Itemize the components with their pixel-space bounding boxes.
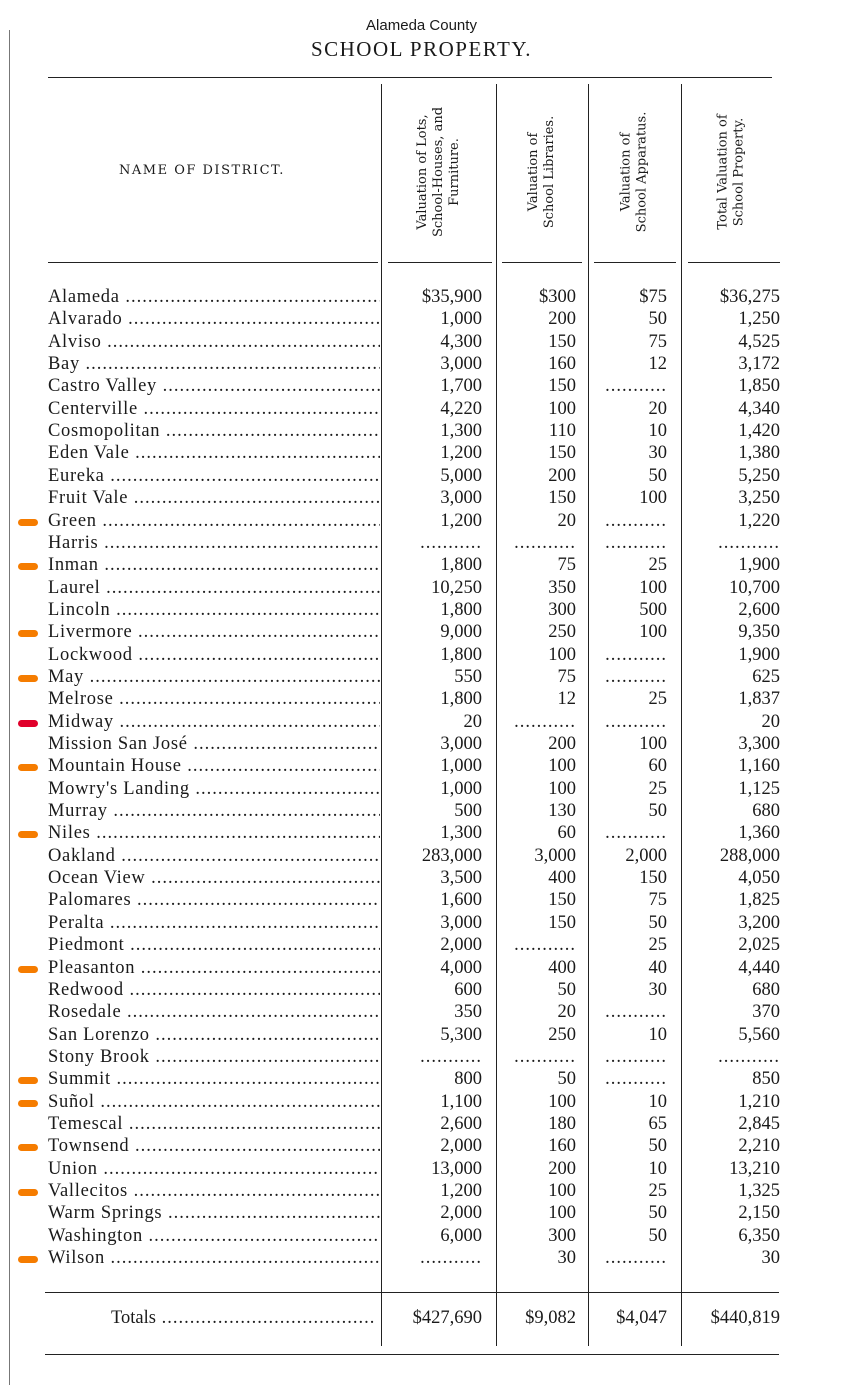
cell-lots: 2,000: [440, 1203, 482, 1224]
cell-total: 3,300: [738, 734, 780, 754]
cell-libraries: $300: [539, 287, 576, 307]
cell-total: $36,275: [719, 287, 780, 307]
row-highlight-marker: [18, 720, 38, 727]
cell-total: 850: [752, 1069, 780, 1090]
cell-apparatus-empty: ...........: [605, 666, 667, 687]
table-row: [0, 287, 843, 309]
cell-total: 13,210: [729, 1158, 780, 1179]
cell-libraries: 250: [548, 1024, 576, 1045]
cell-apparatus: 50: [648, 1203, 667, 1224]
cell-apparatus: 25: [648, 778, 667, 799]
column-header-name: NAME OF DISTRICT.: [119, 163, 285, 178]
table-row: [0, 578, 843, 600]
table-row: [0, 622, 843, 644]
district-name: Oakland .....: [48, 846, 380, 867]
district-name: Laurel .....: [48, 578, 380, 599]
cell-lots: 20: [463, 711, 482, 732]
cell-libraries-empty: ...........: [514, 935, 576, 956]
cell-lots: 1,300: [440, 421, 482, 442]
county-heading: Alameda County: [366, 17, 477, 34]
table-row: [0, 712, 843, 734]
cell-libraries: 300: [548, 1225, 576, 1246]
cell-libraries: 110: [548, 421, 576, 442]
cell-lots: 500: [454, 801, 482, 822]
cell-lots: 2,000: [440, 1136, 482, 1157]
page-title: SCHOOL PROPERTY.: [310, 37, 533, 61]
cell-lots: 1,800: [440, 599, 482, 620]
cell-lots: 10,250: [431, 577, 482, 598]
header-top-rule: [48, 77, 772, 78]
cell-libraries: 130: [548, 801, 576, 822]
cell-libraries: 100: [548, 644, 576, 665]
cell-apparatus: 10: [648, 1024, 667, 1045]
table-row: [0, 309, 843, 331]
cell-apparatus: 20: [648, 398, 667, 419]
cell-apparatus: $75: [639, 287, 667, 307]
table-row: [0, 1114, 843, 1136]
header-bottom-rule-name: [48, 262, 378, 263]
table-row: [0, 466, 843, 488]
cell-lots: 3,500: [440, 868, 482, 889]
district-name: Eureka .....: [48, 466, 380, 487]
district-name: Alameda .....: [48, 287, 380, 308]
table-row: [0, 890, 843, 912]
header-bottom-rule-total: [688, 262, 780, 263]
cell-lots: 1,800: [440, 555, 482, 576]
cell-total: 1,850: [738, 376, 780, 397]
cell-lots: 1,100: [440, 1091, 482, 1112]
row-highlight-marker: [18, 764, 38, 771]
district-name: Midway .....: [48, 712, 380, 733]
cell-libraries: 100: [548, 1203, 576, 1224]
cell-apparatus: 75: [648, 331, 667, 352]
table-row: [0, 779, 843, 801]
district-name: Murray .....: [48, 801, 380, 822]
cell-total: 1,325: [738, 1181, 780, 1201]
cell-libraries: 75: [557, 555, 576, 576]
table-row: [0, 913, 843, 935]
cell-apparatus-empty: ...........: [605, 1002, 667, 1023]
table-row: [0, 1069, 843, 1091]
cell-libraries: 200: [548, 1158, 576, 1179]
cell-lots: 1,300: [440, 823, 482, 844]
totals-lots: $427,690: [412, 1308, 482, 1328]
district-name: Inman .....: [48, 555, 380, 576]
cell-lots: 2,000: [440, 935, 482, 956]
cell-total: 1,210: [738, 1091, 780, 1112]
row-highlight-marker: [18, 1077, 38, 1084]
cell-libraries: 160: [548, 354, 576, 375]
cell-apparatus: 100: [639, 577, 667, 598]
table-row: [0, 1203, 843, 1225]
cell-apparatus: 50: [648, 465, 667, 486]
cell-libraries: 400: [548, 868, 576, 889]
cell-total: 680: [752, 979, 780, 1000]
table-row: [0, 980, 843, 1002]
table-row: [0, 1226, 843, 1248]
cell-apparatus: 65: [648, 1113, 667, 1134]
cell-libraries-empty: ...........: [514, 711, 576, 732]
cell-libraries: 12: [557, 689, 576, 710]
table-row: [0, 801, 843, 823]
cell-apparatus: 75: [648, 890, 667, 911]
district-name: Melrose .....: [48, 689, 380, 710]
cell-apparatus: 50: [648, 1136, 667, 1157]
district-name: Palomares .....: [48, 890, 380, 911]
cell-apparatus: 10: [648, 421, 667, 442]
row-highlight-marker: [18, 831, 38, 838]
cell-apparatus-empty: ...........: [605, 376, 667, 397]
cell-lots: 550: [454, 666, 482, 687]
row-highlight-marker: [18, 675, 38, 682]
cell-libraries: 100: [548, 1181, 576, 1201]
cell-apparatus-empty: ...........: [605, 644, 667, 665]
table-row: [0, 689, 843, 711]
table-row: [0, 488, 843, 510]
district-name: Eden Vale .....: [48, 443, 380, 464]
header-bottom-rule-apparatus: [594, 262, 676, 263]
cell-apparatus-empty: ...........: [605, 711, 667, 732]
cell-lots: 1,800: [440, 689, 482, 710]
district-name: Summit .....: [48, 1069, 380, 1090]
cell-total: 3,172: [738, 354, 780, 375]
table-row: [0, 1181, 843, 1203]
cell-libraries: 150: [548, 912, 576, 933]
district-name: Harris .....: [48, 533, 380, 554]
district-name: Mountain House .....: [48, 756, 380, 777]
cell-libraries-empty: ...........: [514, 1046, 576, 1067]
cell-total: 288,000: [719, 845, 780, 866]
cell-libraries: 150: [548, 376, 576, 397]
cell-libraries: 200: [548, 734, 576, 754]
district-name: Livermore .....: [48, 622, 380, 643]
cell-total: 1,900: [738, 555, 780, 576]
district-name: Mission San José .....: [48, 734, 380, 755]
totals-total: $440,819: [710, 1308, 780, 1328]
cell-libraries: 60: [557, 823, 576, 844]
cell-total: 1,360: [738, 823, 780, 844]
cell-apparatus-empty: ...........: [605, 1046, 667, 1067]
cell-libraries: 20: [557, 510, 576, 531]
cell-apparatus: 2,000: [625, 845, 667, 866]
table-row: [0, 645, 843, 667]
cell-apparatus-empty: ...........: [605, 510, 667, 531]
cell-libraries: 30: [557, 1248, 576, 1269]
cell-lots: 3,000: [440, 488, 482, 509]
district-name: Lockwood .....: [48, 645, 380, 666]
cell-total: 4,340: [738, 398, 780, 419]
row-highlight-marker: [18, 1189, 38, 1196]
cell-lots-empty: ...........: [420, 532, 482, 553]
district-name: Stony Brook .....: [48, 1047, 380, 1068]
table-row: [0, 332, 843, 354]
cell-lots-empty: ...........: [420, 1248, 482, 1269]
district-name: Wilson .....: [48, 1248, 380, 1269]
cell-apparatus: 25: [648, 689, 667, 710]
table-row: [0, 1159, 843, 1181]
table-row: [0, 1047, 843, 1069]
cell-apparatus: 60: [648, 756, 667, 777]
cell-total: 4,525: [738, 331, 780, 352]
cell-libraries: 200: [548, 465, 576, 486]
cell-lots: 3,000: [440, 734, 482, 754]
cell-total: 9,350: [738, 622, 780, 643]
district-name: Ocean View .....: [48, 868, 380, 889]
cell-apparatus: 30: [648, 979, 667, 1000]
district-name: Alviso .....: [48, 332, 380, 353]
cell-apparatus: 150: [639, 868, 667, 889]
cell-apparatus: 100: [639, 734, 667, 754]
cell-total: 6,350: [738, 1225, 780, 1246]
district-name: Centerville .....: [48, 399, 380, 420]
cell-total: 1,420: [738, 421, 780, 442]
cell-total: 5,560: [738, 1024, 780, 1045]
district-name: Redwood .....: [48, 980, 380, 1001]
cell-apparatus: 100: [639, 488, 667, 509]
district-name: Temescal .....: [48, 1114, 380, 1135]
cell-lots: 1,800: [440, 644, 482, 665]
cell-libraries: 160: [548, 1136, 576, 1157]
district-name: Alvarado .....: [48, 309, 380, 330]
table-row: [0, 958, 843, 980]
table-row: [0, 823, 843, 845]
table-row: [0, 868, 843, 890]
cell-apparatus: 25: [648, 935, 667, 956]
table-row: [0, 1136, 843, 1158]
cell-lots: 4,220: [440, 398, 482, 419]
cell-lots: 4,300: [440, 331, 482, 352]
cell-lots: $35,900: [421, 287, 482, 307]
cell-lots: 5,300: [440, 1024, 482, 1045]
cell-total: 2,210: [738, 1136, 780, 1157]
row-highlight-marker: [18, 563, 38, 570]
cell-apparatus: 30: [648, 443, 667, 464]
cell-libraries: 20: [557, 1002, 576, 1023]
table-row: [0, 1092, 843, 1114]
cell-total: 1,380: [738, 443, 780, 464]
cell-total: 2,150: [738, 1203, 780, 1224]
cell-lots-empty: ...........: [420, 1046, 482, 1067]
cell-lots: 13,000: [431, 1158, 482, 1179]
cell-apparatus: 25: [648, 555, 667, 576]
cell-lots: 600: [454, 979, 482, 1000]
cell-libraries: 100: [548, 756, 576, 777]
cell-total: 10,700: [729, 577, 780, 598]
table-row: [0, 511, 843, 533]
cell-apparatus-empty: ...........: [605, 1248, 667, 1269]
table-row: [0, 1025, 843, 1047]
district-name: Warm Springs .....: [48, 1203, 380, 1224]
cell-lots: 5,000: [440, 465, 482, 486]
district-name: Mowry's Landing .....: [48, 779, 380, 800]
cell-apparatus: 10: [648, 1091, 667, 1112]
cell-total: 370: [752, 1002, 780, 1023]
cell-total: 1,825: [738, 890, 780, 911]
cell-total: 625: [752, 666, 780, 687]
cell-total: 1,250: [738, 309, 780, 330]
totals-bottom-rule: [45, 1354, 779, 1355]
table-row: [0, 354, 843, 376]
district-name: San Lorenzo .....: [48, 1025, 380, 1046]
district-name: Piedmont .....: [48, 935, 380, 956]
cell-libraries: 3,000: [534, 845, 576, 866]
table-row: [0, 421, 843, 443]
header-bottom-rule-lots: [388, 262, 492, 263]
cell-lots: 1,000: [440, 309, 482, 330]
cell-lots: 3,000: [440, 354, 482, 375]
cell-total: 680: [752, 801, 780, 822]
cell-libraries: 300: [548, 599, 576, 620]
cell-libraries: 100: [548, 778, 576, 799]
cell-apparatus: 40: [648, 957, 667, 978]
cell-lots: 1,600: [440, 890, 482, 911]
cell-lots: 2,600: [440, 1113, 482, 1134]
cell-lots: 350: [454, 1002, 482, 1023]
cell-total: 30: [761, 1248, 780, 1269]
district-name: Pleasanton .....: [48, 958, 380, 979]
table-row: [0, 756, 843, 778]
cell-lots: 1,000: [440, 756, 482, 777]
district-name: Suñol .....: [48, 1092, 380, 1113]
totals-top-rule: [45, 1292, 779, 1293]
cell-total: 1,160: [738, 756, 780, 777]
table-row: [0, 935, 843, 957]
district-name: Rosedale .....: [48, 1002, 380, 1023]
cell-total: 20: [761, 711, 780, 732]
cell-libraries: 200: [548, 309, 576, 330]
cell-libraries: 400: [548, 957, 576, 978]
row-highlight-marker: [18, 1256, 38, 1263]
cell-apparatus: 12: [648, 354, 667, 375]
cell-total: 2,600: [738, 599, 780, 620]
table-row: [0, 443, 843, 465]
table-row: [0, 376, 843, 398]
district-name: Fruit Vale .....: [48, 488, 380, 509]
cell-libraries: 350: [548, 577, 576, 598]
header-bottom-rule-libraries: [502, 262, 582, 263]
cell-libraries: 100: [548, 398, 576, 419]
district-name: Peralta .....: [48, 913, 380, 934]
cell-apparatus: 500: [639, 599, 667, 620]
cell-total: 3,250: [738, 488, 780, 509]
cell-lots: 283,000: [421, 845, 482, 866]
column-header-libraries: Valuation of School Libraries.: [526, 115, 558, 229]
cell-total: 3,200: [738, 912, 780, 933]
cell-libraries-empty: ...........: [514, 532, 576, 553]
cell-lots: 6,000: [440, 1225, 482, 1246]
cell-libraries: 50: [557, 979, 576, 1000]
column-header-apparatus: Valuation of School Apparatus.: [618, 111, 650, 233]
district-name: Union .....: [48, 1159, 380, 1180]
table-row: [0, 600, 843, 622]
cell-total: 1,837: [738, 689, 780, 710]
cell-apparatus-empty: ...........: [605, 1069, 667, 1090]
column-header-lots: Valuation of Lots, School-Houses, and Furniture.: [415, 106, 463, 238]
cell-lots: 800: [454, 1069, 482, 1090]
cell-lots: 9,000: [440, 622, 482, 643]
cell-libraries: 75: [557, 666, 576, 687]
cell-libraries: 150: [548, 331, 576, 352]
cell-lots: 1,200: [440, 510, 482, 531]
table-row: [0, 555, 843, 577]
district-name: Green .....: [48, 511, 380, 532]
totals-libraries: $9,082: [525, 1308, 576, 1328]
cell-lots: 1,700: [440, 376, 482, 397]
cell-apparatus: 50: [648, 801, 667, 822]
cell-total: 1,125: [738, 778, 780, 799]
column-header-total: Total Valuation of School Property.: [716, 114, 747, 230]
cell-total: 5,250: [738, 465, 780, 486]
cell-apparatus: 50: [648, 912, 667, 933]
cell-libraries: 250: [548, 622, 576, 643]
district-name: Lincoln .....: [48, 600, 380, 621]
table-row: [0, 533, 843, 555]
cell-lots: 1,200: [440, 443, 482, 464]
totals-apparatus: $4,047: [616, 1308, 667, 1328]
row-highlight-marker: [18, 1100, 38, 1107]
cell-total: 2,025: [738, 935, 780, 956]
cell-apparatus: 50: [648, 1225, 667, 1246]
table-row: [0, 1248, 843, 1270]
district-name: Cosmopolitan .....: [48, 421, 380, 442]
cell-lots: 4,000: [440, 957, 482, 978]
cell-apparatus-empty: ...........: [605, 823, 667, 844]
cell-total: 1,900: [738, 644, 780, 665]
cell-libraries: 150: [548, 443, 576, 464]
cell-total-empty: ...........: [718, 1046, 780, 1067]
table-row: [0, 1002, 843, 1024]
totals-label: Totals .....: [111, 1308, 374, 1329]
cell-libraries: 50: [557, 1069, 576, 1090]
district-name: Castro Valley .....: [48, 376, 380, 397]
cell-libraries: 150: [548, 488, 576, 509]
row-highlight-marker: [18, 966, 38, 973]
table-row: [0, 846, 843, 868]
cell-lots: 3,000: [440, 912, 482, 933]
cell-total-empty: ...........: [718, 532, 780, 553]
cell-total: 4,440: [738, 957, 780, 978]
district-name: May .....: [48, 667, 380, 688]
cell-apparatus: 10: [648, 1158, 667, 1179]
row-highlight-marker: [18, 630, 38, 637]
cell-apparatus: 25: [648, 1181, 667, 1201]
cell-apparatus: 50: [648, 309, 667, 330]
district-name: Washington .....: [48, 1226, 380, 1247]
table-row: [0, 399, 843, 421]
cell-apparatus: 100: [639, 622, 667, 643]
row-highlight-marker: [18, 1144, 38, 1151]
totals-row: [0, 1308, 843, 1334]
cell-lots: 1,000: [440, 778, 482, 799]
district-name: Bay .....: [48, 354, 380, 375]
cell-lots: 1,200: [440, 1181, 482, 1201]
cell-total: 4,050: [738, 868, 780, 889]
cell-libraries: 150: [548, 890, 576, 911]
district-name: Niles .....: [48, 823, 380, 844]
table-row: [0, 667, 843, 689]
cell-total: 2,845: [738, 1113, 780, 1134]
cell-total: 1,220: [738, 510, 780, 531]
cell-apparatus-empty: ...........: [605, 532, 667, 553]
cell-libraries: 180: [548, 1113, 576, 1134]
row-highlight-marker: [18, 519, 38, 526]
district-name: Vallecitos .....: [48, 1181, 380, 1202]
table-row: [0, 734, 843, 756]
cell-libraries: 100: [548, 1091, 576, 1112]
district-name: Townsend .....: [48, 1136, 380, 1157]
